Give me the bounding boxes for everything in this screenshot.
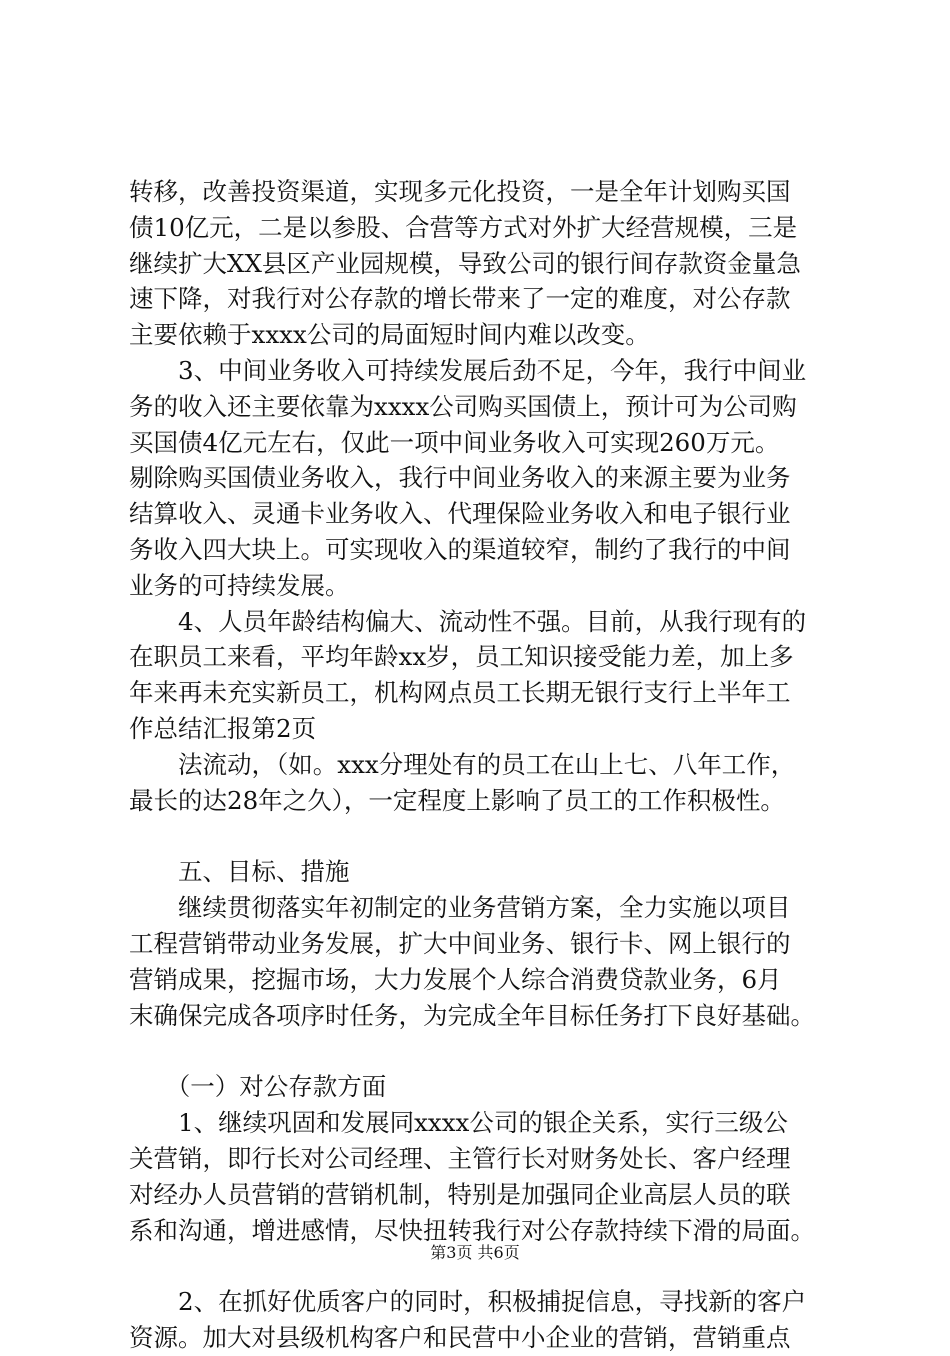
text-line: 主要依赖于xxxx公司的局面短时间内难以改变。 bbox=[129, 320, 650, 350]
text-line: 末确保完成各项序时任务，为完成全年目标任务打下良好基础。 bbox=[129, 1000, 815, 1030]
text-line: 结算收入、灵通卡业务收入、代理保险业务收入和电子银行业 bbox=[129, 499, 791, 529]
text-line: 1、继续巩固和发展同xxxx公司的银企关系，实行三级公 bbox=[129, 1108, 788, 1138]
text-line: 年来再未充实新员工，机构网点员工长期无银行支行上半年工 bbox=[129, 678, 791, 708]
text-line: 继续扩大XX县区产业园规模，导致公司的银行间存款资金量急 bbox=[129, 248, 801, 278]
text-line: 法流动，（如。xxx分理处有的员工在山上七、八年工作， bbox=[129, 749, 796, 779]
page-footer: 第3页 共6页 bbox=[430, 1243, 520, 1262]
blank-line bbox=[129, 1033, 829, 1069]
text-line: 关营销，即行长对公司经理、主管行长对财务处长、客户经理 bbox=[129, 1143, 791, 1173]
text-line: 作总结汇报第2页 bbox=[129, 713, 317, 743]
text-line: 速下降，对我行对公存款的增长带来了一定的难度，对公存款 bbox=[129, 284, 791, 314]
text-line: 务的收入还主要依靠为xxxx公司购买国债上，预计可为公司购 bbox=[129, 391, 797, 421]
text-line: 最长的达28年之久），一定程度上影响了员工的工作积极性。 bbox=[129, 785, 785, 815]
text-line: 继续贯彻落实年初制定的业务营销方案，全力实施以项目 bbox=[129, 893, 791, 923]
text-line: 对经办人员营销的营销机制，特别是加强同企业高层人员的联 bbox=[129, 1179, 791, 1209]
text-line: 剔除购买国债业务收入，我行中间业务收入的来源主要为业务 bbox=[129, 463, 791, 493]
text-line: 4、人员年龄结构偏大、流动性不强。目前，从我行现有的 bbox=[129, 606, 807, 636]
text-line: 营销成果，挖掘市场，大力发展个人综合消费贷款业务，6月 bbox=[129, 964, 782, 994]
text-line: 转移，改善投资渠道，实现多元化投资，一是全年计划购买国 bbox=[129, 177, 791, 206]
text-line: 系和沟通，增进感情，尽快扭转我行对公存款持续下滑的局面。 bbox=[129, 1215, 815, 1245]
text-line: 工程营销带动业务发展，扩大中间业务、银行卡、网上银行的 bbox=[129, 928, 791, 958]
text-line: 五、目标、措施 bbox=[129, 857, 350, 887]
text-line: 业务的可持续发展。 bbox=[129, 570, 350, 600]
text-line: 资源。加大对县级机构客户和民营中小企业的营销，营销重点 bbox=[129, 1323, 791, 1353]
text-line: 务收入四大块上。可实现收入的渠道较窄，制约了我行的中间 bbox=[129, 534, 791, 564]
text-line: 债10亿元，二是以参股、合营等方式对外扩大经营规模，三是 bbox=[129, 212, 798, 242]
text-line: 买国债4亿元左右，仅此一项中间业务收入可实现260万元。 bbox=[129, 427, 780, 457]
blank-line bbox=[129, 818, 829, 854]
document-body bbox=[129, 174, 829, 1356]
text-line: 在职员工来看，平均年龄xx岁，员工知识接受能力差，加上多 bbox=[129, 642, 794, 672]
text-line: 2、在抓好优质客户的同时，积极捕捉信息，寻找新的客户 bbox=[129, 1287, 807, 1317]
text-line: （一）对公存款方面 bbox=[129, 1072, 387, 1102]
text-line: 3、中间业务收入可持续发展后劲不足，今年，我行中间业 bbox=[129, 355, 807, 385]
